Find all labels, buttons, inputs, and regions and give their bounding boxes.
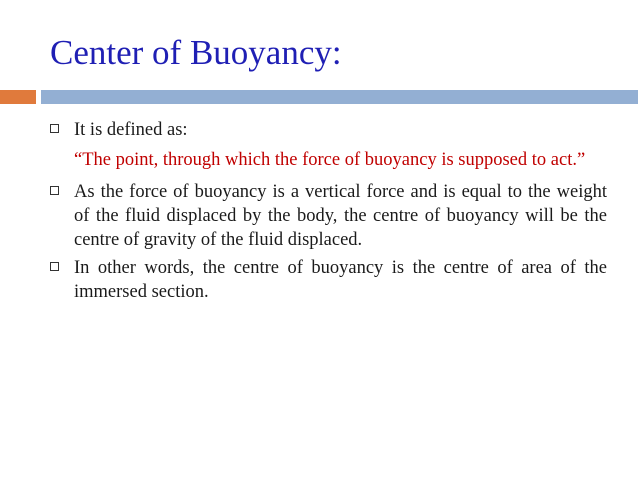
square-bullet-icon bbox=[50, 186, 59, 195]
square-bullet-icon bbox=[50, 124, 59, 133]
title-underline-accent-orange bbox=[0, 90, 36, 104]
slide-title: Center of Buoyancy: bbox=[50, 33, 342, 72]
bullet-item-vertical-force bbox=[47, 180, 607, 252]
title-underline-accent-blue bbox=[41, 90, 638, 104]
bullet-text: As the force of buoyancy is a vertical force and is equal to the weight of the fluid displaced by the body, the centre of buoyancy will be the centre of gravity of the fluid displaced. bbox=[74, 182, 607, 250]
slide-body bbox=[47, 118, 607, 308]
bullet-text: In other words, the centre of buoyancy is the centre of area of the immersed section. bbox=[74, 258, 607, 302]
bullet-item-area-centre bbox=[47, 256, 607, 304]
square-bullet-icon bbox=[50, 262, 59, 271]
bullet-text: It is defined as: bbox=[74, 120, 188, 140]
bullet-item-definition bbox=[47, 118, 607, 142]
definition-quote: “The point, through which the force of buoyancy is supposed to act.” bbox=[74, 150, 586, 170]
